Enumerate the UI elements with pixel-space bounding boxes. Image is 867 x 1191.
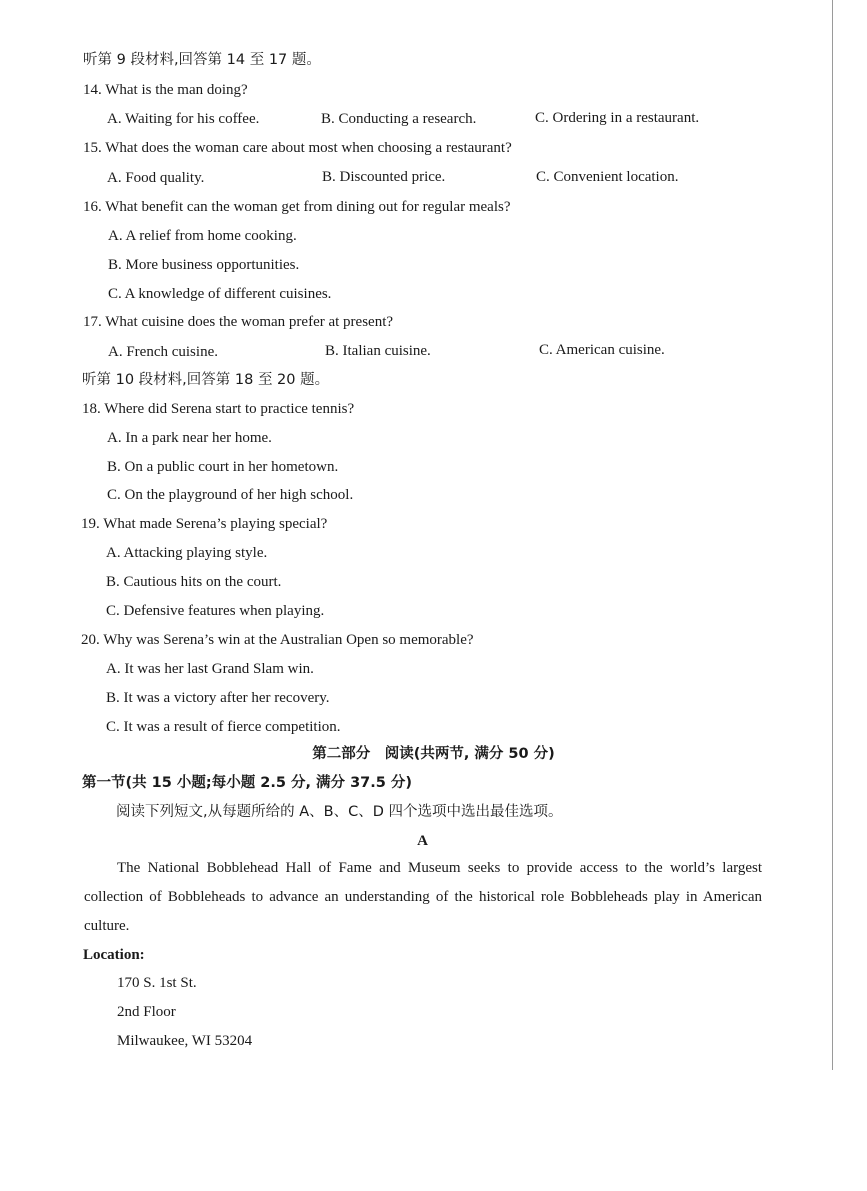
- passage-letter: A: [417, 833, 428, 849]
- q18-option-b: B. On a public court in her hometown.: [107, 459, 339, 475]
- q16-option-a: A. A relief from home cooking.: [108, 228, 297, 244]
- q19-option-a: A. Attacking playing style.: [106, 545, 268, 561]
- q15-stem: 15. What does the woman care about most when choosing a restaurant?: [83, 140, 512, 156]
- location-line2: 2nd Floor: [117, 1004, 176, 1020]
- section10-heading: 听第 10 段材料,回答第 18 至 20 题。: [82, 372, 330, 388]
- part2-title: 第二部分 阅读(共两节, 满分 50 分): [312, 746, 555, 762]
- q19-option-c: C. Defensive features when playing.: [106, 603, 325, 619]
- q15-option-a: A. Food quality.: [107, 170, 205, 186]
- q18-option-a: A. In a park near her home.: [107, 430, 272, 446]
- q16-option-c: C. A knowledge of different cuisines.: [108, 286, 332, 302]
- instructions: 阅读下列短文,从每题所给的 A、B、C、D 四个选项中选出最佳选项。: [116, 804, 563, 820]
- q14-stem: 14. What is the man doing?: [83, 82, 248, 98]
- q19-stem: 19. What made Serena’s playing special?: [81, 516, 328, 532]
- q17-option-b: B. Italian cuisine.: [325, 343, 431, 359]
- q17-option-c: C. American cuisine.: [539, 342, 665, 358]
- q16-stem: 16. What benefit can the woman get from dining out for regular meals?: [83, 199, 511, 215]
- q18-stem: 18. Where did Serena start to practice tennis?: [82, 401, 355, 417]
- q14-option-c: C. Ordering in a restaurant.: [535, 110, 700, 126]
- q20-option-b: B. It was a victory after her recovery.: [106, 690, 330, 706]
- q16-option-b: B. More business opportunities.: [108, 257, 300, 273]
- q14-option-a: A. Waiting for his coffee.: [107, 111, 260, 127]
- location-line1: 170 S. 1st St.: [117, 975, 197, 991]
- location-line3: Milwaukee, WI 53204: [117, 1033, 253, 1049]
- section1-title: 第一节(共 15 小题;每小题 2.5 分, 满分 37.5 分): [82, 775, 413, 791]
- q17-stem: 17. What cuisine does the woman prefer at present?: [83, 314, 394, 330]
- q20-stem: 20. Why was Serena’s win at the Australian Open so memorable?: [81, 632, 474, 648]
- q14-option-b: B. Conducting a research.: [321, 111, 477, 127]
- q15-option-c: C. Convenient location.: [536, 169, 679, 185]
- passage-intro: The National Bobblehead Hall of Fame and Museum seeks to provide access to the world’s largest collection of Bobbleheads to advance an understanding of the historical role Bobbleheads play in American culture.: [84, 860, 762, 934]
- section9-heading: 听第 9 段材料,回答第 14 至 17 题。: [83, 52, 321, 68]
- location-label: Location:: [83, 947, 145, 963]
- q19-option-b: B. Cautious hits on the court.: [106, 574, 282, 590]
- q17-option-a: A. French cuisine.: [108, 344, 218, 360]
- q20-option-c: C. It was a result of fierce competition.: [106, 719, 341, 735]
- q18-option-c: C. On the playground of her high school.: [107, 487, 354, 503]
- q20-option-a: A. It was her last Grand Slam win.: [106, 661, 314, 677]
- q15-option-b: B. Discounted price.: [322, 169, 446, 185]
